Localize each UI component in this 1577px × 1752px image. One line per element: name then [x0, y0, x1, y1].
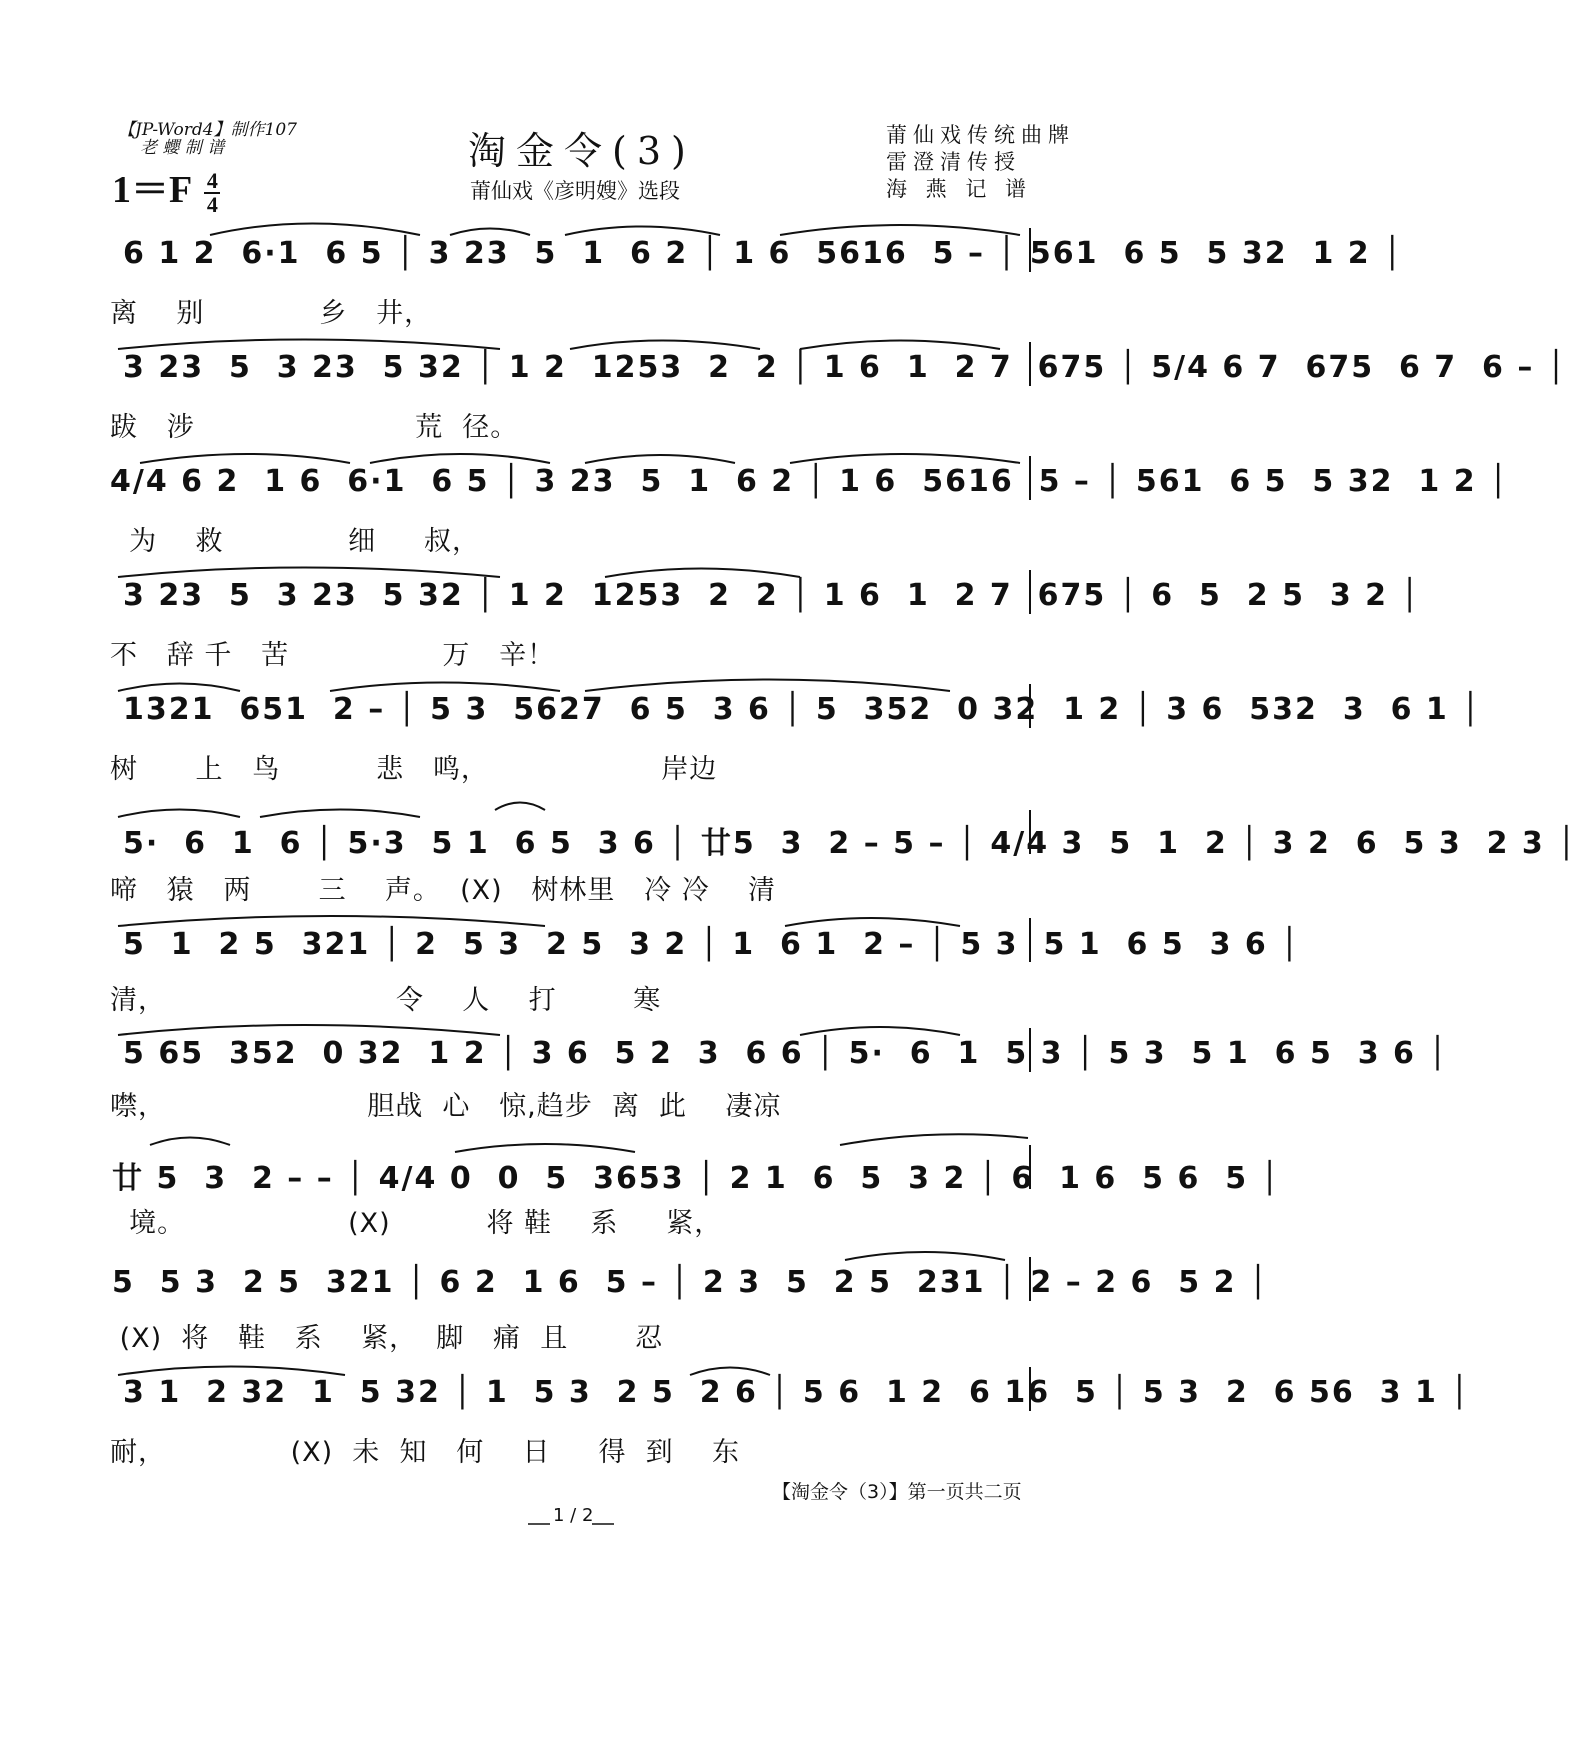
- slur: [840, 1134, 1028, 1145]
- key-label: 1＝F: [112, 169, 191, 211]
- slur: [150, 1138, 230, 1146]
- slur: [585, 680, 950, 692]
- lyrics-line: 为 救 细 叔，: [110, 526, 480, 557]
- slur: [450, 229, 530, 236]
- slur: [210, 224, 420, 236]
- lyrics-line: 啼 猿 两 三 声。 (X) 树林里 冷 冷 清: [110, 875, 777, 906]
- time-bottom: 4: [206, 192, 218, 218]
- lyrics-line: (X) 将 鞋 系 紧， 脚 痛 且 忍: [110, 1323, 664, 1354]
- page-label: 【淘金令（3）】第一页共二页: [772, 1481, 1022, 1503]
- notation-line: 6 1 2 6·1 6 5 │ 3 23 5 1 6 2 │ 1 6 5616 5 – │ 561 6 5 5 32 1 2 │: [123, 236, 1404, 271]
- lyrics-line: 不 辞 千 苦 万 辛！: [110, 640, 556, 671]
- slur: [585, 455, 735, 463]
- slur: [118, 340, 500, 350]
- notation-line: 5 5 3 2 5 321 │ 6 2 1 6 5 – │ 2 3 5 2 5 231 │ 2 – 2 6 5 2 │: [112, 1265, 1269, 1300]
- slur: [455, 1144, 635, 1152]
- slur: [260, 810, 420, 818]
- time-top: 4: [206, 168, 218, 194]
- slur: [690, 1368, 770, 1376]
- notation-line: 3 23 5 3 23 5 32 │ 1 2 1253 2 2 │ 1 6 1 2 7 675 │ 5/4 6 7 675 6 7 6 – │: [123, 350, 1567, 385]
- credit-notator: 海 燕 记 谱: [886, 177, 1033, 201]
- slur: [790, 454, 1020, 463]
- slur: [605, 569, 800, 578]
- page-subtitle: 莆仙戏《彦明嫂》选段: [470, 179, 680, 203]
- lyrics-line: 境。 (X) 将 鞋 系 紧，: [110, 1208, 723, 1239]
- slur: [118, 1025, 500, 1035]
- notation-line: 3 1 2 32 1 5 32 │ 1 5 3 2 5 2 6 │ 5 6 1 2 6 16 5 │ 5 3 2 6 56 3 1 │: [123, 1375, 1471, 1410]
- arranger-credit: 【JP-Word4】制作107: [118, 120, 297, 140]
- lyrics-line: 耐， (X) 未 知 何 日 得 到 东: [110, 1437, 740, 1468]
- slur: [370, 454, 550, 463]
- notation-line: 5· 6 1 6 │ 5·3 5 1 6 5 3 6 │ 廿5 3 2 – 5 – │ 4/4 3 5 1 2 │ 3 2 6 5 3 2 3 │: [123, 826, 1577, 861]
- slur: [800, 1027, 960, 1035]
- lyrics-line: 清， 令 人 打 寒: [110, 985, 662, 1016]
- credit-teacher: 雷澄清传授: [886, 150, 1021, 174]
- slur: [565, 227, 720, 236]
- notation-line: 4/4 6 2 1 6 6·1 6 5 │ 3 23 5 1 6 2 │ 1 6 5616 5 – │ 561 6 5 5 32 1 2 │: [110, 464, 1510, 499]
- slur: [495, 803, 545, 811]
- credit-genre: 莆仙戏传统曲牌: [886, 123, 1075, 147]
- lyrics-line: 树 上 鸟 悲 鸣， 岸边: [110, 754, 718, 785]
- notation-line: 5 65 352 0 32 1 2 │ 3 6 5 2 3 6 6 │ 5· 6 1 5 3 │ 5 3 5 1 6 5 3 6 │: [123, 1036, 1449, 1071]
- slur: [785, 918, 960, 926]
- slur: [845, 1252, 1005, 1260]
- slur: [570, 341, 760, 350]
- slur: [118, 916, 545, 926]
- page-number: 1 / 2: [553, 1505, 594, 1526]
- slur: [330, 683, 560, 692]
- slur: [118, 1367, 345, 1376]
- notation-line: 3 23 5 3 23 5 32 │ 1 2 1253 2 2 │ 1 6 1 2 7 675 │ 6 5 2 5 3 2 │: [123, 578, 1421, 613]
- slur: [800, 341, 1000, 350]
- notation-line: 1321 651 2 – │ 5 3 5627 6 5 3 6 │ 5 352 0 32 1 2 │ 3 6 532 3 6 1 │: [123, 692, 1482, 727]
- notation-line: 廿 5 3 2 – – │ 4/4 0 0 5 3653 │ 2 1 6 5 3 2 │ 6 1 6 5 6 5 │: [112, 1161, 1281, 1196]
- transcriber-credit: 老 蠳 制 谱: [140, 138, 225, 158]
- lyrics-line: 跋 涉 荒 径。: [110, 412, 519, 443]
- slur: [118, 684, 240, 692]
- slur: [118, 568, 500, 578]
- slur: [780, 225, 1020, 235]
- lyrics-line: 噤， 胆战 心 惊,趋步 离 此 凄凉: [110, 1091, 782, 1122]
- slur: [140, 454, 350, 463]
- page-title: 淘金令(3): [468, 129, 696, 173]
- lyrics-line: 离 别 乡 井，: [110, 298, 433, 329]
- slur: [118, 810, 240, 818]
- notation-line: 5 1 2 5 321 │ 2 5 3 2 5 3 2 │ 1 6 1 2 – │ 5 3 5 1 6 5 3 6 │: [123, 927, 1301, 962]
